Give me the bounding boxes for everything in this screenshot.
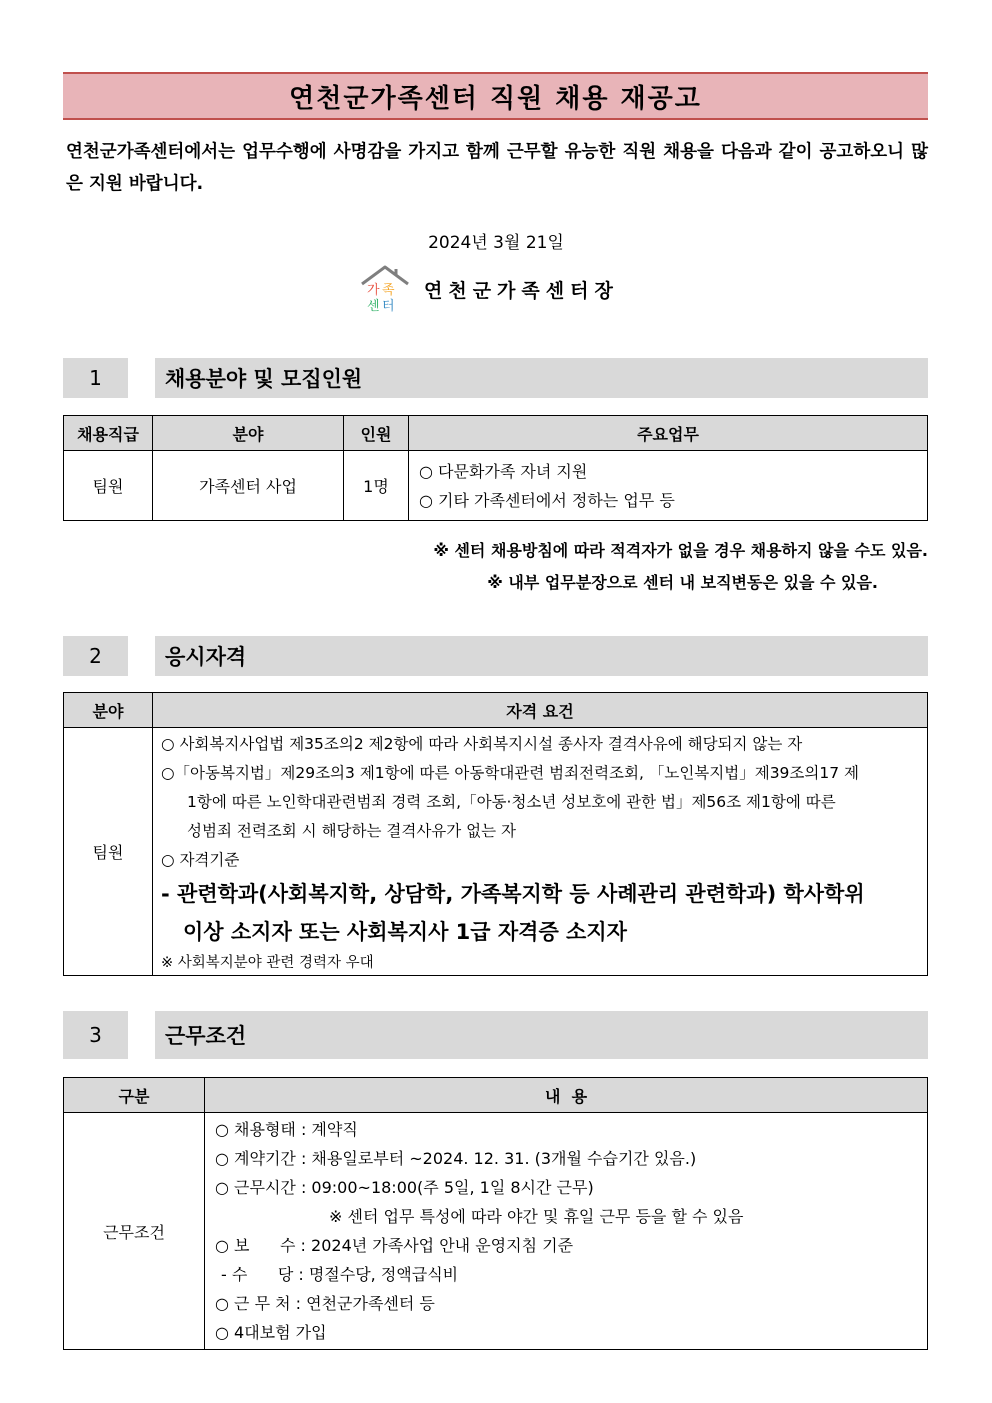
condition-line: ○ 근무시간 : 09:00~18:00(주 5일, 1일 8시간 근무) <box>215 1178 594 1197</box>
note-line: ※ 내부 업무분장으로 센터 내 보직변동은 있을 수 있음. <box>487 573 878 592</box>
duties-cell <box>409 451 928 521</box>
signature-text: 연천군가족센터장 <box>424 279 619 302</box>
header-category: 구분 <box>64 1078 205 1113</box>
requirements-cell <box>153 728 928 976</box>
section2-number: 2 <box>63 636 128 676</box>
header-rank: 채용직급 <box>64 416 153 451</box>
header-field: 분야 <box>64 693 153 728</box>
header-count: 인원 <box>344 416 409 451</box>
rank-cell: 팀원 <box>64 728 153 976</box>
requirement-line: ○ 사회복지사업법 제35조의2 제2항에 따라 사회복지시설 종사자 결격사유에 해당되지 않는 자 <box>161 735 803 753</box>
section2-title: 응시자격 <box>155 636 928 676</box>
section3-number: 3 <box>63 1011 128 1059</box>
condition-line: ※ 센터 업무 특성에 따라 야간 및 휴일 근무 등을 할 수 있음 <box>329 1207 744 1226</box>
header-content: 내 용 <box>205 1078 928 1113</box>
count-cell: 1명 <box>344 451 409 521</box>
svg-text:터: 터 <box>382 299 395 314</box>
field-cell: 가족센터 사업 <box>153 451 344 521</box>
condition-line: - 수 당 : 명절수당, 정액급식비 <box>221 1265 459 1284</box>
note-line: ※ 센터 채용방침에 따라 적격자가 없을 경우 채용하지 않을 수도 있음. <box>433 541 928 560</box>
duty-line: ○ 기타 가족센터에서 정하는 업무 등 <box>419 490 675 510</box>
intro-text: 연천군가족센터에서는 업무수행에 사명감을 가지고 함께 근무할 유능한 직원 채용을 다음과 같이 공고하오니 많은 지원 바랍니다. <box>66 142 928 194</box>
condition-line: ○ 4대보험 가입 <box>215 1323 327 1342</box>
section3-title: 근무조건 <box>155 1011 928 1059</box>
svg-text:족: 족 <box>382 283 395 298</box>
notice-date: 2024년 3월 21일 <box>428 233 564 253</box>
section1-title: 채용분야 및 모집인원 <box>155 358 928 398</box>
condition-line: ○ 계약기간 : 채용일로부터 ~2024. 12. 31. (3개월 수습기간 있음.) <box>215 1149 697 1168</box>
duty-line: ○ 다문화가족 자녀 지원 <box>419 461 588 481</box>
conditions-label: 근무조건 <box>64 1113 205 1350</box>
qualification-table <box>63 692 928 976</box>
rank-cell: 팀원 <box>64 451 153 521</box>
condition-line: ○ 채용형태 : 계약직 <box>215 1120 358 1139</box>
qualification-standard: 이상 소지자 또는 사회복지사 1급 자격증 소지자 <box>183 920 627 944</box>
qualification-standard: - 관련학과(사회복지학, 상담학, 가족복지학 등 사례관리 관련학과) 학사학위 <box>161 882 865 906</box>
header-duties: 주요업무 <box>409 416 928 451</box>
preference-note: ※ 사회복지분야 관련 경력자 우대 <box>161 955 374 971</box>
condition-line: ○ 근 무 처 : 연천군가족센터 등 <box>215 1294 435 1313</box>
header-field: 분야 <box>153 416 344 451</box>
center-logo-icon <box>358 264 412 314</box>
condition-line: ○ 보 수 : 2024년 가족사업 안내 운영지침 기준 <box>215 1236 574 1255</box>
page-title: 연천군가족센터 직원 채용 재공고 <box>63 72 928 120</box>
recruitment-table <box>63 415 928 521</box>
requirement-line: 성범죄 전력조회 시 해당하는 결격사유가 없는 자 <box>187 822 517 840</box>
section1-number: 1 <box>63 358 128 398</box>
requirement-line: ○ 자격기준 <box>161 851 240 869</box>
conditions-cell <box>205 1113 928 1350</box>
signature-block <box>358 264 619 314</box>
requirement-line: ○「아동복지법」제29조의3 제1항에 따른 아동학대관련 범죄전력조회, 「노인복지법」제39조의17 제 <box>161 764 859 782</box>
svg-text:가: 가 <box>367 283 380 298</box>
requirement-line: 1항에 따른 노인학대관련범죄 경력 조회,「아동·청소년 성보호에 관한 법」제56조 제1항에 따른 <box>187 793 836 811</box>
header-requirements: 자격 요건 <box>153 693 928 728</box>
svg-text:센: 센 <box>367 299 380 314</box>
conditions-table <box>63 1077 928 1350</box>
